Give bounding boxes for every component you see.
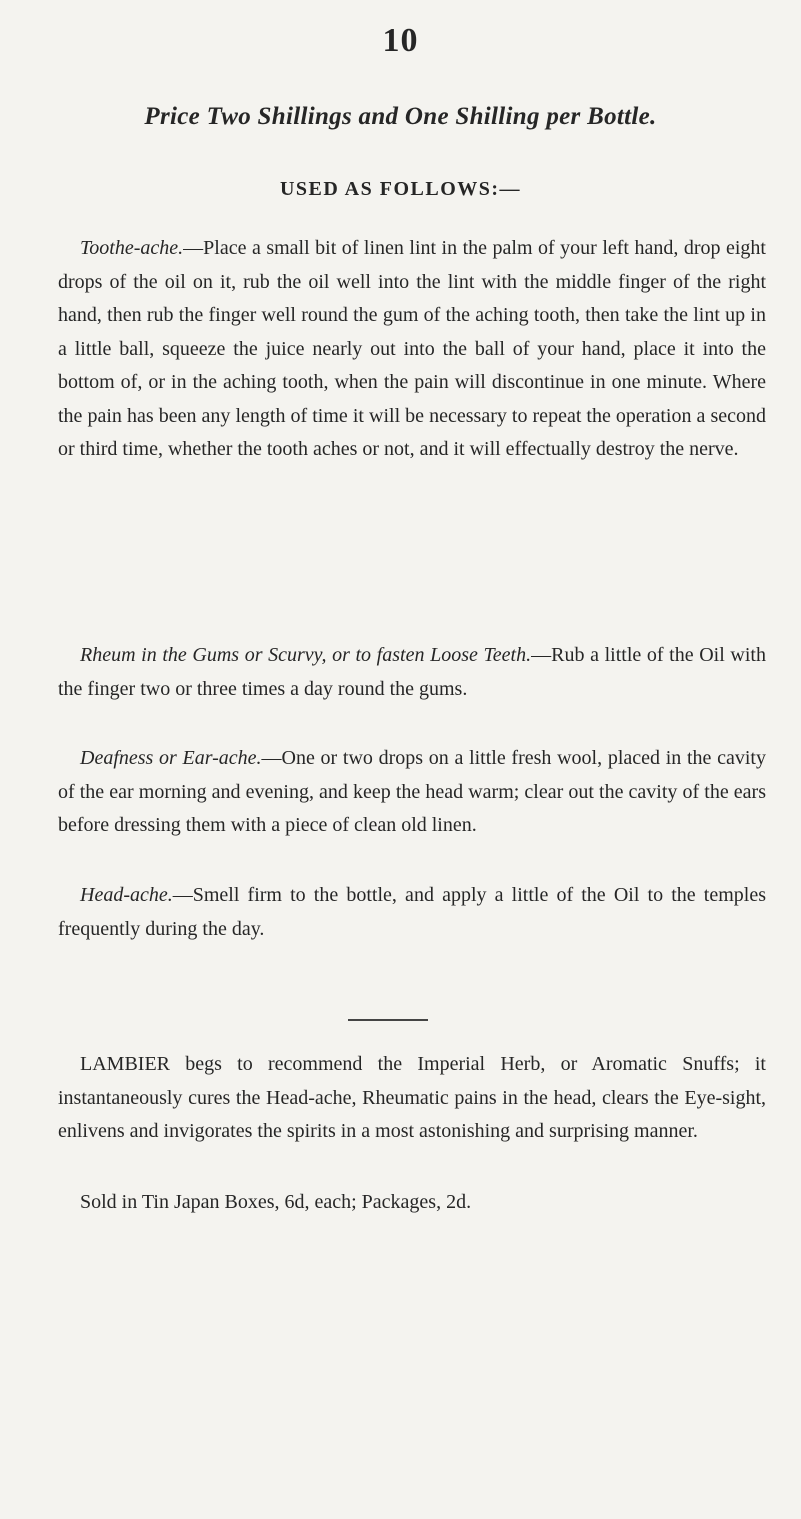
section-divider [348, 1019, 428, 1021]
headache-paragraph [58, 879, 766, 946]
price-heading: Price Two Shillings and One Shilling per Bottle. [144, 103, 657, 130]
page-number: 10 [382, 22, 419, 59]
deafness-text: —One or two drops on a little fresh wool, placed in the cavity of the ear morning and evening, and keep the head warm; clear out the cavity of the ears before dressing them with a piece of clean old linen. [58, 747, 766, 836]
advert-paragraph: LAMBIER begs to recommend the Imperial Herb, or Aromatic Snuffs; it instantaneously cures the Head-ache, Rheumatic pains in the head, clears the Eye-sight, enlivens and invigorates the spirits in a most astonishing and surprising manner. [58, 1053, 766, 1142]
deafness-title: Deafness or Ear-ache. [80, 747, 262, 769]
sold-line: Sold in Tin Japan Boxes, 6d, each; Packages, 2d. [80, 1191, 472, 1213]
rheum-title: Rheum in the Gums or Scurvy, or to fasten Loose Teeth. [80, 644, 532, 666]
headache-title: Head-ache. [80, 884, 173, 906]
toothache-text: —Place a small bit of linen lint in the palm of your left hand, drop eight drops of the oil on it, rub the oil well into the lint with the middle finger of the right hand, then rub the finger well round the gum of the aching tooth, then take the lint up in a little ball, squeeze the juice nearly out into the ball of your hand, place it into the bottom of, or in the aching tooth, when the pain will discontinue in one minute. Where the pain has been any length of time it will be necessary to repeat the operation a second or third time, whether the tooth aches or not, and it will effectually destroy the nerve. [58, 237, 766, 460]
rheum-text: —Rub a little of the Oil with the finger two or three times a day round the gums. [58, 644, 766, 700]
deafness-paragraph [58, 742, 766, 843]
headache-text: —Smell firm to the bottle, and apply a little of the Oil to the temples frequently during the day. [58, 884, 766, 940]
usage-heading: USED AS FOLLOWS:— [279, 178, 522, 200]
toothache-paragraph [58, 232, 766, 467]
toothache-title: Toothe-ache. [80, 237, 184, 259]
rheum-paragraph [58, 639, 766, 706]
